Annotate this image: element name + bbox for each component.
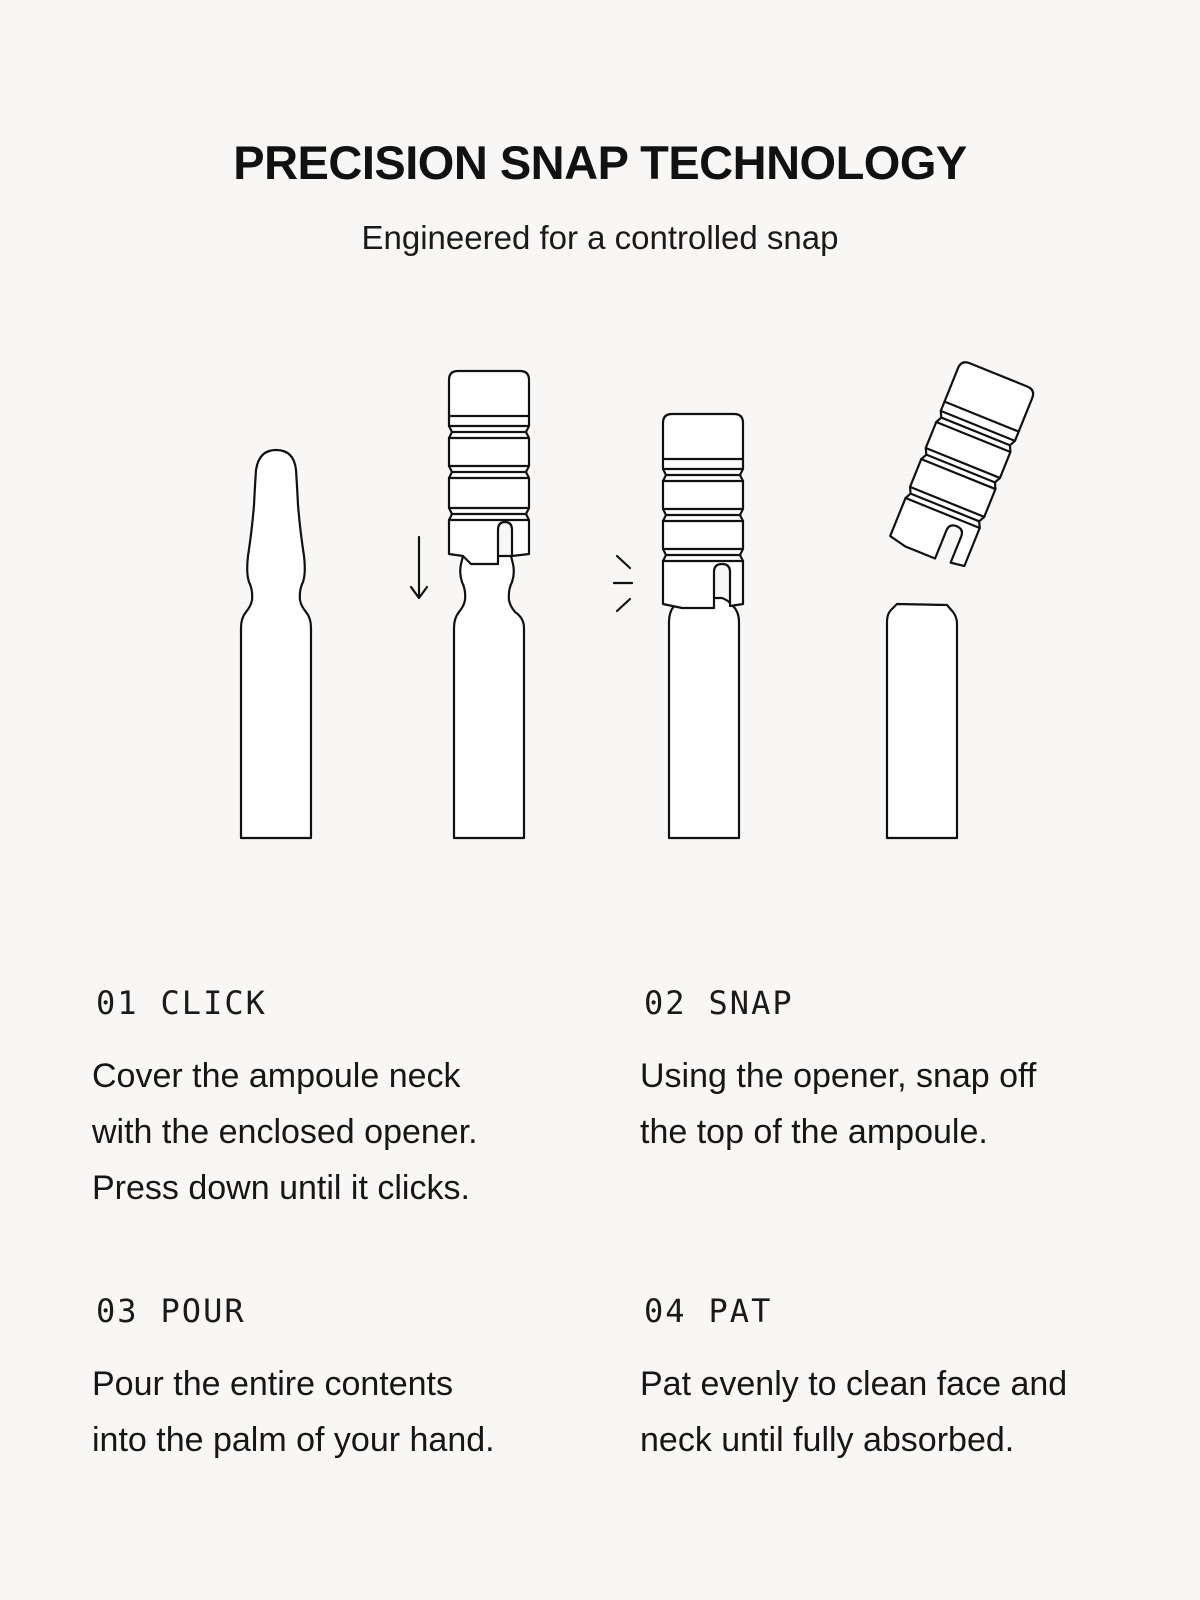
step-description: Using the opener, snap off the top of the ampoule. [640, 1057, 1037, 1151]
step-number: 02 [644, 984, 687, 1022]
opener-detached [889, 360, 1036, 570]
step-heading [644, 1292, 1140, 1330]
step-number: 04 [644, 1292, 687, 1330]
step-description: Pour the entire contents into the palm of your hand. [92, 1365, 495, 1459]
ampoule-click-body [454, 556, 524, 838]
page-subtitle: Engineered for a controlled snap [361, 219, 839, 256]
opener-body [889, 402, 1019, 570]
ampoule-open-figure [887, 360, 1036, 838]
snap-burst-icon [614, 556, 632, 611]
ampoule-intact-body [241, 450, 311, 838]
opener-snap [663, 414, 743, 608]
step-description: Cover the ampoule neck with the enclosed opener. Press down until it clicks. [92, 1057, 478, 1207]
ampoule-open-body [887, 604, 957, 838]
ampoule-click-figure [411, 371, 529, 838]
step-name: SNAP [708, 984, 794, 1022]
step-snap [640, 984, 1140, 1160]
ampoule-intact-figure [241, 450, 311, 838]
ampoule-snap-body [669, 598, 739, 838]
step-number: 03 [96, 1292, 139, 1330]
ampoule-steps-illustration [0, 350, 1200, 850]
opener-cap [449, 371, 529, 416]
step-name: POUR [160, 1292, 246, 1330]
step-pat [640, 1292, 1140, 1468]
page-title: PRECISION SNAP TECHNOLOGY [233, 136, 967, 189]
arrow-down-icon [411, 537, 427, 598]
step-heading [644, 984, 1140, 1022]
opener-cap [663, 414, 743, 459]
step-heading [96, 984, 592, 1022]
step-click [92, 984, 592, 1216]
step-number: 01 [96, 984, 139, 1022]
ampoule-snap-figure [614, 414, 743, 838]
step-name: CLICK [160, 984, 267, 1022]
opener-click [449, 371, 529, 564]
step-description: Pat evenly to clean face and neck until fully absorbed. [640, 1365, 1068, 1459]
step-pour [92, 1292, 592, 1468]
step-name: PAT [708, 1292, 773, 1330]
step-heading [96, 1292, 592, 1330]
